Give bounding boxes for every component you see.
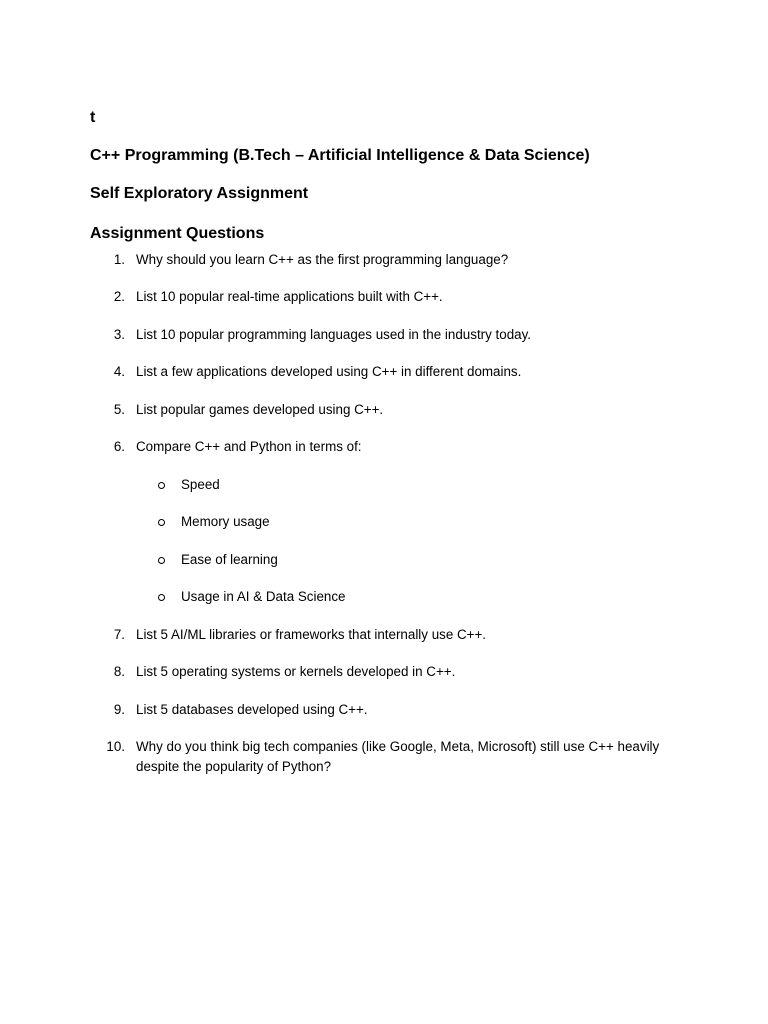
question-number: 6. [113,439,125,454]
compare-item-text: Memory usage [181,514,270,529]
course-title: C++ Programming (B.Tech – Artificial Intelligence & Data Science) [90,147,590,164]
question-text: Why do you think big tech companies (like Google, Meta, Microsoft) still use C++ heavily despite the popularity of Python? [136,739,660,774]
question-text: Compare C++ and Python in terms of: [136,439,362,454]
question-text: Why should you learn C++ as the first programming language? [136,252,509,267]
hollow-bullet-icon [158,519,165,526]
question-number: 3. [113,327,125,342]
question-text: List a few applications developed using C++ in different domains. [136,364,522,379]
section-heading: Assignment Questions [90,225,265,242]
compare-item-text: Speed [181,477,220,492]
compare-item-text: Ease of learning [181,552,278,567]
question-number: 9. [113,702,125,717]
question-number: 7. [113,627,125,642]
compare-item-text: Usage in AI & Data Science [181,589,346,604]
question-number: 4. [113,364,125,379]
hollow-bullet-icon [158,594,165,601]
question-text: List 10 popular real-time applications built with C++. [136,289,443,304]
question-number: 5. [113,402,125,417]
question-text: List 5 operating systems or kernels developed in C++. [136,664,456,679]
question-number: 1. [113,252,125,267]
question-text: List 10 popular programming languages used in the industry today. [136,327,532,342]
question-text: List popular games developed using C++. [136,402,384,417]
hollow-bullet-icon [158,557,165,564]
hollow-bullet-icon [158,482,165,489]
question-number: 8. [113,664,125,679]
stray-letter: t [90,109,96,126]
question-number: 10. [106,739,125,754]
assignment-subtitle: Self Exploratory Assignment [90,185,309,202]
question-text: List 5 AI/ML libraries or frameworks that internally use C++. [136,627,487,642]
question-number: 2. [113,289,125,304]
question-text: List 5 databases developed using C++. [136,702,368,717]
